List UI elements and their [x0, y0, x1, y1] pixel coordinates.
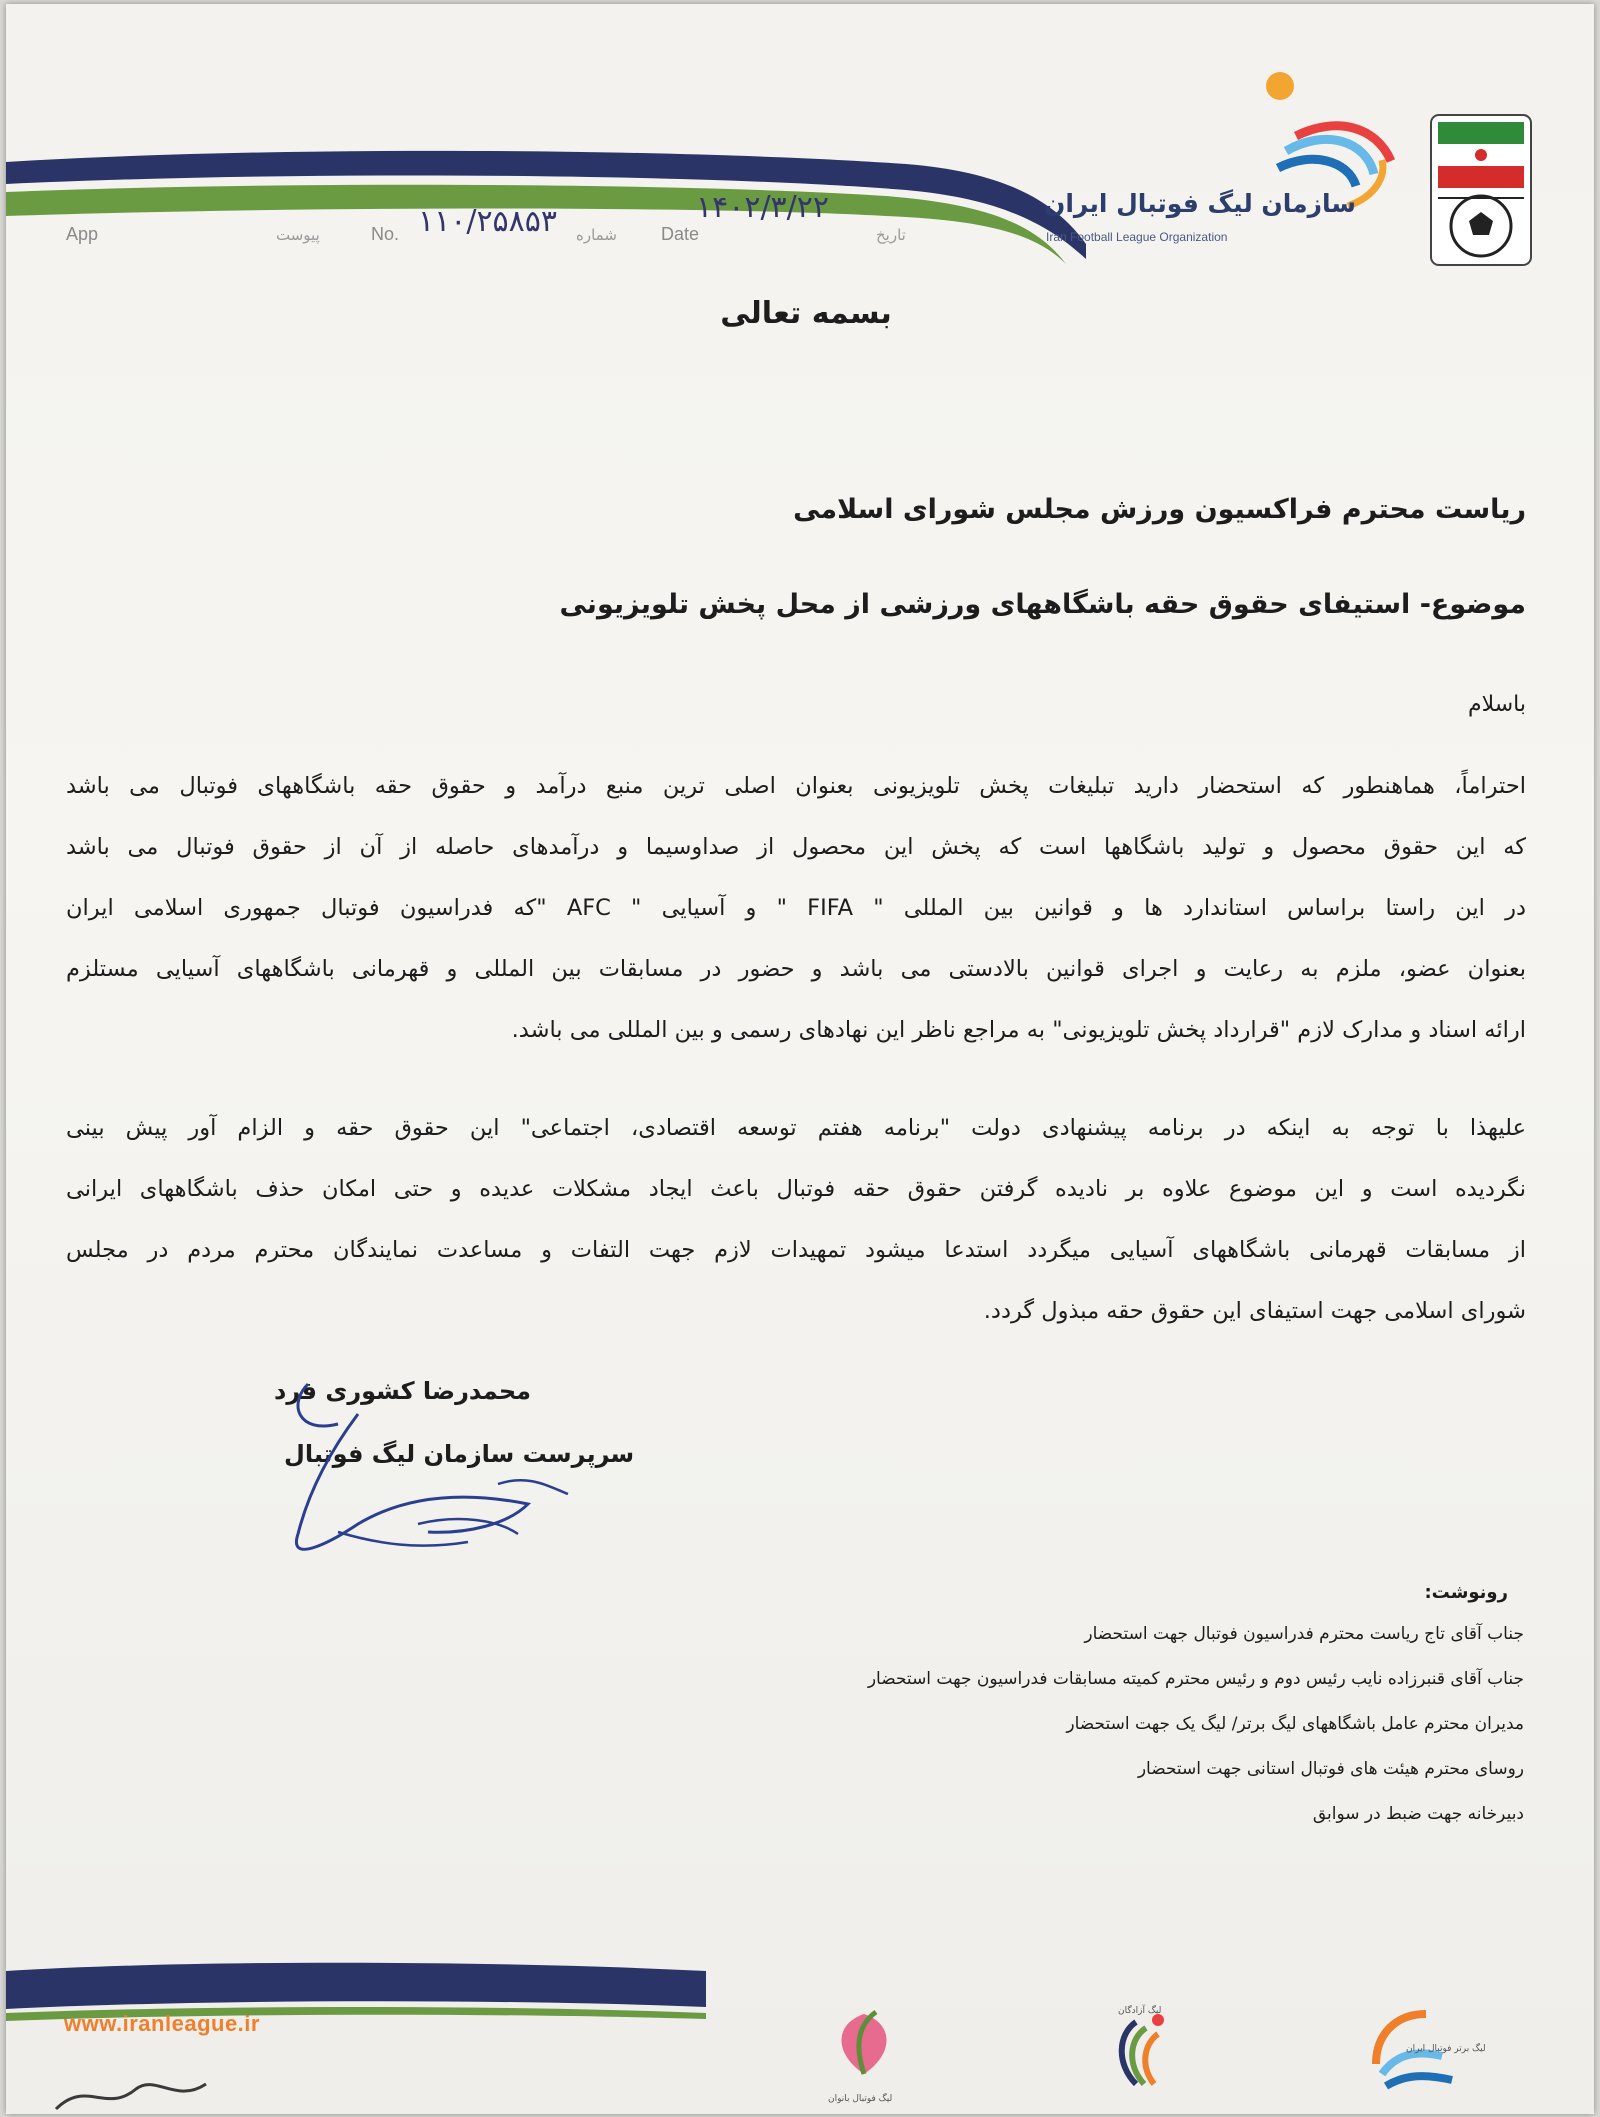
cc-item: دبیرخانه جهت ضبط در سوابق	[1312, 1804, 1524, 1824]
azadegan-league-logo-icon	[1106, 2004, 1186, 2094]
number-value: ۱۱۰/۲۵۸۵۳	[418, 204, 558, 239]
body-paragraph-1	[66, 756, 1526, 1061]
paragraph-line: نگردیده است و این موضوع علاوه بر نادیده گرفتن حقوق حقه فوتبال باعث ایجاد مشکلات عدیده و حتی امکان حذف باشگاههای ایرانی	[66, 1176, 1526, 1202]
body-paragraph-2	[66, 1098, 1526, 1342]
subject-line: موضوع- استیفای حقوق حقه باشگاههای ورزشی از محل پخش تلویزیونی	[559, 589, 1526, 620]
footer-initials-scribble	[46, 2069, 216, 2114]
premier-league-logo-text: لیگ برتر فوتبال ایران	[1406, 2044, 1486, 2054]
signatory-name: محمدرضا کشوری فرد	[274, 1377, 532, 1405]
paragraph-line: که این حقوق محصول و تولید باشگاهها است که پخش این محصول از صداوسیما و درآمدهای حاصله از آن از حقوق فوتبال می باشد	[66, 834, 1526, 860]
women-league-logo-text: لیگ فوتبال بانوان	[828, 2094, 893, 2104]
bismillah-heading: بسمه تعالی	[720, 296, 892, 331]
number-label: No.	[371, 224, 400, 244]
org-name-en: Iran Football League Organization	[1046, 230, 1228, 244]
handwritten-signature	[268, 1374, 598, 1584]
paragraph-line: از مسابقات قهرمانی باشگاههای آسیایی میگردد استدعا میشود تمهیدات لازم جهت التفات و مساعدت نمایندگان محترم مردم در مجلس	[66, 1237, 1526, 1263]
federation-emblem-icon	[1430, 114, 1532, 266]
league-logo-icon	[1256, 56, 1416, 256]
recipient-line: ریاست محترم فراکسیون ورزش مجلس شورای اسلامی	[793, 494, 1526, 525]
paragraph-line: شورای اسلامی جهت استیفای این حقوق حقه مبذول گردد.	[983, 1298, 1526, 1324]
app-label: App	[66, 224, 99, 244]
paragraph-line: بعنوان عضو، ملزم به رعایت و اجرای قوانین بالادستی می باشد و حضور در مسابقات بین المللی و قهرمانی باشگاههای آسیایی مستلزم	[66, 956, 1526, 982]
org-name-fa: سازمان لیگ فوتبال ایران	[1044, 189, 1356, 218]
cc-title: رونوشت:	[1424, 1582, 1508, 1603]
cc-item: جناب آقای تاج ریاست محترم فدراسیون فوتبال جهت استحضار	[1084, 1624, 1524, 1644]
azadegan-league-logo-text: لیگ آزادگان	[1118, 2006, 1162, 2016]
paragraph-line: ارائه اسناد و مدارک لازم "قرارداد پخش تلویزیونی" به مراجع ناظر این نهادهای رسمی و بین المللی می باشد.	[511, 1017, 1526, 1043]
paragraph-line: علیهذا با توجه به اینکه در برنامه پیشنهادی دولت "برنامه هفتم توسعه اقتصادی، اجتماعی" این حقوق حقه و الزام آور پیش بینی	[66, 1115, 1526, 1141]
date-label: Date	[661, 224, 700, 244]
women-league-logo-icon	[824, 2004, 904, 2094]
signatory-title: سرپرست سازمان لیگ فوتبال	[284, 1440, 635, 1468]
date-value: ۱۴۰۲/۳/۲۲	[696, 190, 830, 225]
greeting: باسلام	[1467, 692, 1526, 717]
cc-item: روسای محترم هیئت های فوتبال استانی جهت استحضار	[1137, 1759, 1524, 1779]
paragraph-line: در این راستا براساس استاندارد ها و قوانین بین المللی " FIFA " و آسیایی " AFC "که فدراسیون فوتبال جمهوری اسلامی ایران	[66, 895, 1526, 921]
attachment-label: پیوست	[276, 226, 320, 244]
cc-item: مدیران محترم عامل باشگاههای لیگ برتر/ لیگ یک جهت استحضار	[1066, 1714, 1524, 1734]
website-link[interactable]: www.iranleague.ir	[64, 2011, 260, 2036]
cc-item: جناب آقای قنبرزاده نایب رئیس دوم و رئیس محترم کمیته مسابقات فدراسیون جهت استحضار	[867, 1669, 1524, 1689]
paragraph-line: احتراماً، هماهنطور که استحضار دارید تبلیغات پخش تلویزیونی بعنوان اصلی ترین منبع درآمد و حقوق حقه باشگاههای فوتبال می باشد	[66, 773, 1526, 799]
number-label-fa: شماره	[576, 226, 617, 244]
letter-sheet	[6, 4, 1594, 2114]
date-label-fa: تاریخ	[876, 226, 906, 244]
